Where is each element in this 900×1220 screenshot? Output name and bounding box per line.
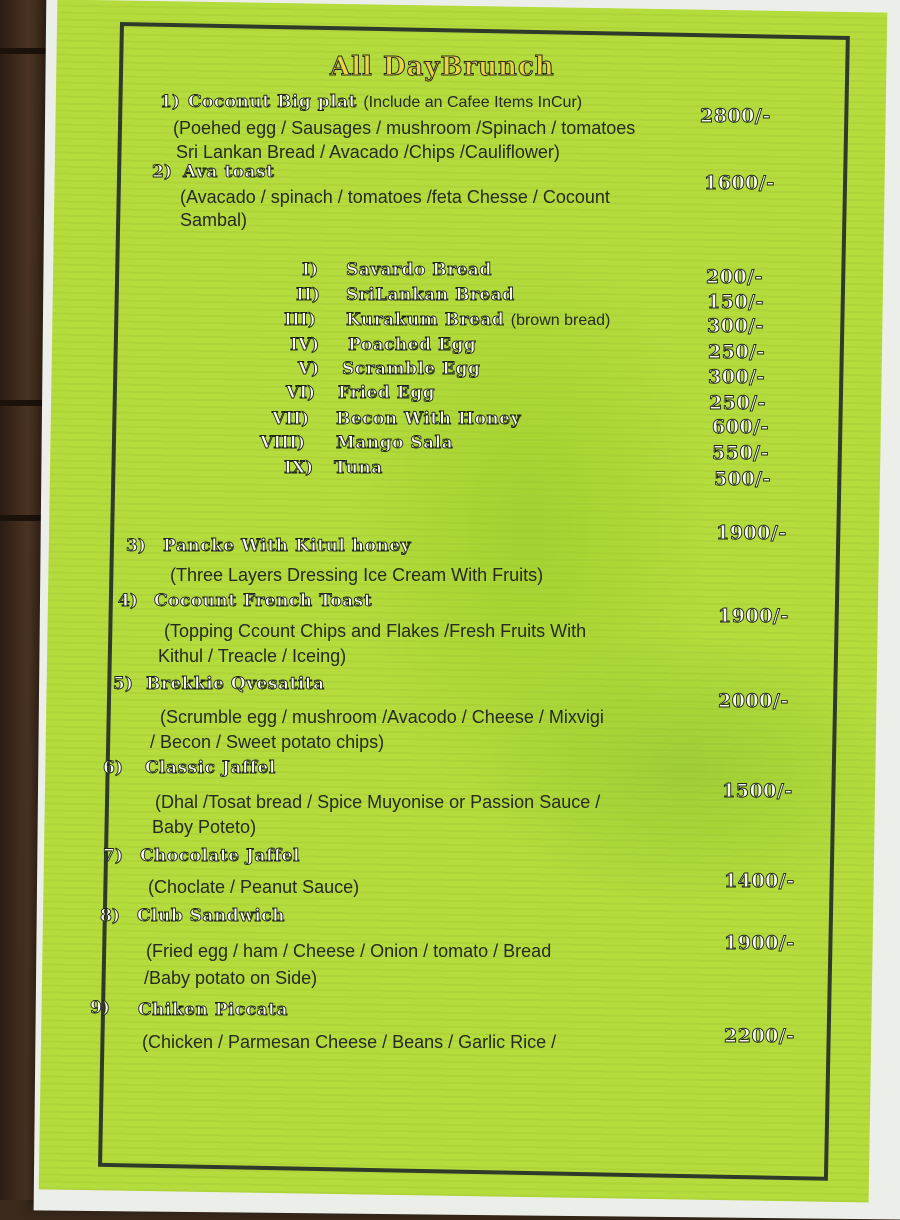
side-price: 250/- [708, 341, 765, 363]
side-number: VI) [286, 383, 316, 403]
item-number: 6) [103, 758, 123, 778]
side-name: Poached Egg [348, 335, 477, 355]
item-name: Brekkie Qvesatita [146, 674, 325, 694]
side-price: 500/- [714, 468, 771, 490]
item-description: (Three Layers Dressing Ice Cream With Fruits) [170, 565, 544, 585]
side-price: 250/- [709, 392, 766, 414]
item-description: /Baby potato on Side) [144, 968, 318, 988]
item-number: 1) [160, 92, 180, 112]
side-name: SriLankan Bread [346, 285, 515, 305]
item-description: (Topping Ccount Chips and Flakes /Fresh Fruits With [164, 621, 587, 641]
item-description: / Becon / Sweet potato chips) [150, 732, 385, 752]
item-name: Pancke With Kitul honey [163, 536, 412, 556]
side-price: 600/- [712, 416, 769, 438]
side-number: III) [284, 310, 316, 330]
item-description: (Dhal /Tosat bread / Spice Muyonise or Passion Sauce / [155, 792, 601, 812]
side-price: 150/- [707, 291, 764, 313]
item-price: 1500/- [722, 780, 793, 802]
side-name: Savardo Bread [346, 260, 492, 280]
item-description: (Chicken / Parmesan Cheese / Beans / Garlic Rice / [142, 1032, 557, 1052]
side-name: Mango Sala [336, 433, 454, 453]
item-name: Classic Jaffel [145, 758, 276, 778]
item-price: 1900/- [716, 522, 787, 544]
item-price: 2200/- [724, 1025, 795, 1047]
item-name: Ava toast [183, 162, 275, 182]
item-description: (Fried egg / ham / Cheese / Onion / tomato / Bread [146, 941, 552, 961]
item-number: 7) [103, 846, 123, 866]
item-description: (Avacado / spinach / tomatoes /feta Chesse / Cocount [180, 187, 610, 207]
item-price: 1400/- [724, 870, 795, 892]
side-name: Tuna [334, 458, 383, 478]
side-number: VIII) [260, 433, 306, 453]
side-number: V) [298, 359, 320, 379]
item-description: (Choclate / Peanut Sauce) [148, 877, 360, 897]
item-price: 2000/- [718, 690, 789, 712]
item-price: 1900/- [718, 605, 789, 627]
side-number: II) [296, 285, 320, 305]
side-number: IX) [284, 458, 314, 478]
side-name: Scramble Egg [342, 359, 481, 379]
side-price: 300/- [708, 366, 765, 388]
item-number: 5) [113, 674, 133, 694]
item-number: 9) [90, 998, 110, 1018]
item-number: 4) [118, 591, 138, 611]
side-price: 200/- [706, 266, 763, 288]
item-description: Baby Poteto) [152, 817, 257, 837]
side-name: Becon With Honey [336, 409, 521, 429]
side-price: 300/- [707, 315, 764, 337]
item-name: Chocolate Jaffel [140, 846, 300, 866]
side-number: VII) [272, 409, 310, 429]
side-number: IV) [290, 335, 320, 355]
item-description: Sri Lankan Bread / Avacado /Chips /Cauliflower) [176, 142, 560, 162]
item-description: (Scrumble egg / mushroom /Avacodo / Cheese / Mixvigi [160, 707, 604, 727]
item-price: 2800/- [700, 105, 771, 127]
side-name: Fried Egg [338, 383, 436, 403]
item-description: (Poehed egg / Sausages / mushroom /Spinach / tomatoes [173, 118, 636, 138]
side-price: 550/- [712, 442, 769, 464]
item-name: Cocount French Toast [154, 591, 373, 611]
item-price: 1600/- [704, 172, 775, 194]
item-description: Kithul / Treacle / Iceing) [158, 646, 347, 666]
menu-title: All DayBrunch [330, 52, 555, 82]
item-name: Chiken Piccata [138, 1000, 289, 1020]
item-number: 3) [126, 536, 146, 556]
item-number: 2) [152, 162, 172, 182]
side-number: I) [302, 260, 318, 280]
item-number: 8) [100, 906, 120, 926]
item-description: Sambal) [180, 210, 248, 230]
side-name: Kurakum Bread (brown bread) [346, 310, 611, 330]
item-name: Club Sandwich [137, 906, 285, 926]
item-name: Coconut Big plat (Include an Cafee Items InCur) [188, 92, 583, 112]
item-price: 1900/- [724, 932, 795, 954]
